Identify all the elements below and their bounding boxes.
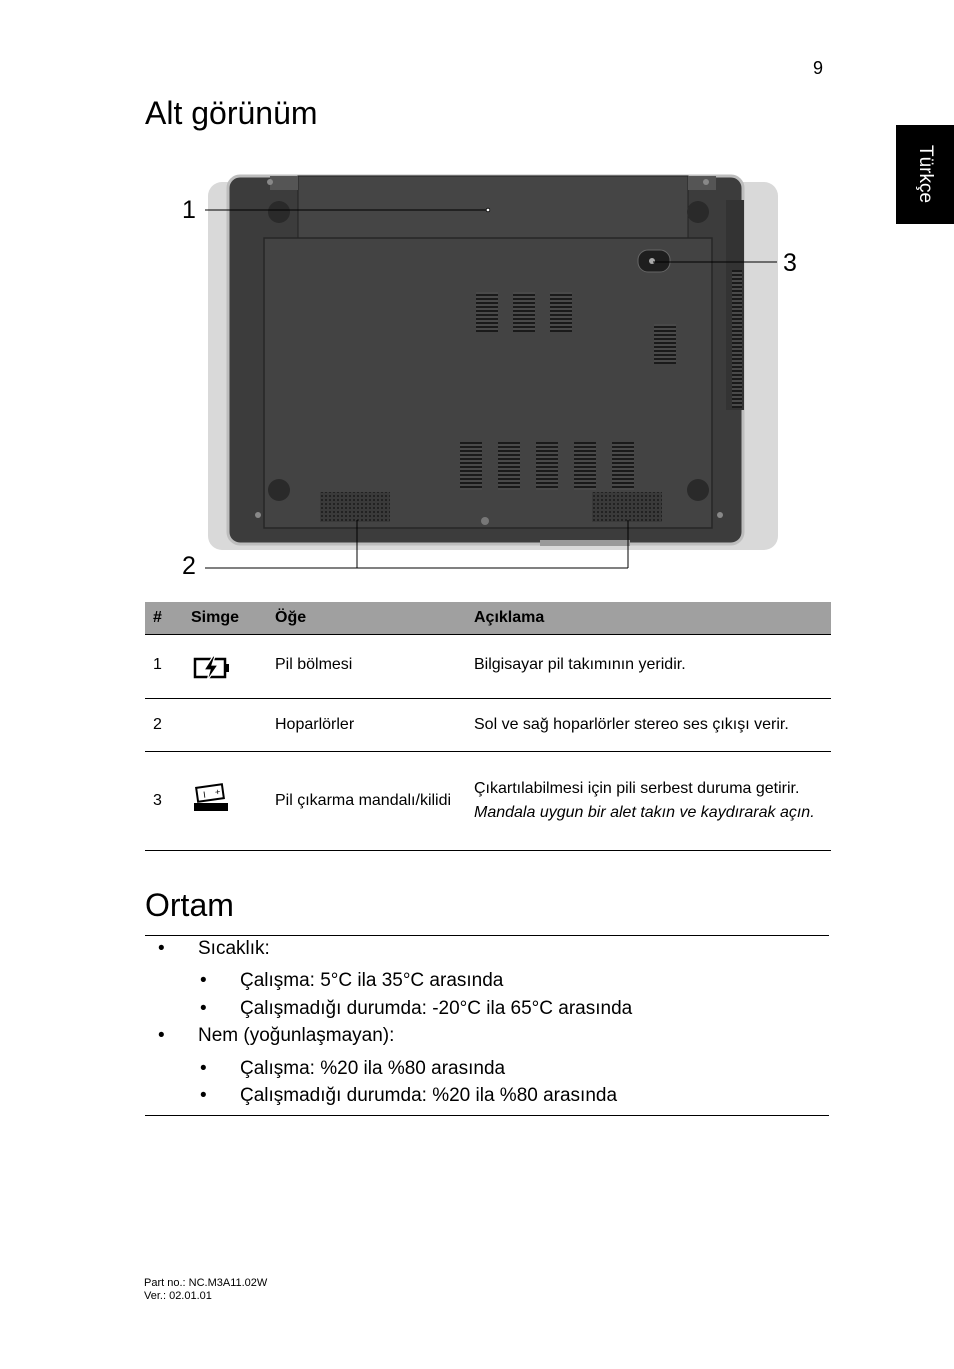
page-number: 9	[813, 58, 824, 78]
bullet-glyph: •	[200, 998, 207, 1019]
language-tab-label: Türkçe	[915, 144, 936, 204]
list-item-label: Çalışma: 5°C ila 35°C arasında	[240, 970, 504, 991]
row-number: 3	[145, 752, 183, 851]
bullet-glyph: •	[158, 938, 165, 959]
part-number: Part no.: NC.M3A11.02W	[144, 1277, 268, 1289]
row-description-text: Sol ve sağ hoparlörler stereo ses çıkışı verir.	[474, 716, 789, 733]
section-title-environment: Ortam	[145, 887, 234, 923]
row-description	[466, 752, 831, 851]
version: Ver.: 02.01.01	[144, 1290, 212, 1302]
laptop-bottom-illustration	[180, 170, 810, 580]
divider	[145, 935, 829, 936]
battery-charge-icon	[183, 635, 267, 699]
bullet-glyph: •	[158, 1025, 165, 1046]
svg-text:I: I	[202, 789, 207, 800]
table-row	[145, 699, 831, 752]
svg-text:+: +	[214, 786, 221, 798]
row-description	[466, 635, 831, 699]
language-tab	[896, 125, 954, 224]
divider	[145, 1115, 829, 1116]
components-table	[145, 602, 831, 851]
row-number: 2	[145, 699, 183, 752]
bullet-glyph: •	[200, 970, 207, 991]
table-row	[145, 635, 831, 699]
row-item: Hoparlörler	[267, 699, 466, 752]
list-item-label: Çalışmadığı durumda: %20 ila %80 arasında	[240, 1085, 618, 1106]
list-item-label: Çalışmadığı durumda: -20°C ila 65°C arasında	[240, 998, 633, 1019]
column-header-item: Öğe	[267, 602, 466, 635]
row-description-note: Mandala uygun bir alet takın ve kaydırarak açın.	[474, 804, 815, 821]
table-header-row	[145, 602, 831, 635]
callout-3: 3	[783, 249, 797, 277]
bullet-glyph: •	[200, 1058, 207, 1079]
section-title-bottom-view: Alt görünüm	[145, 95, 318, 131]
row-description-text: Bilgisayar pil takımının yeridir.	[474, 656, 686, 673]
list-item-label: Nem (yoğunlaşmayan):	[198, 1025, 395, 1046]
column-header-icon: Simge	[183, 602, 267, 635]
table-row	[145, 752, 831, 851]
footer	[144, 1277, 267, 1303]
callout-1: 1	[182, 196, 196, 224]
column-header-number: #	[145, 602, 183, 635]
row-icon-empty	[183, 699, 267, 752]
row-number: 1	[145, 635, 183, 699]
row-item: Pil çıkarma mandalı/kilidi	[267, 752, 466, 851]
list-item-label: Sıcaklık:	[198, 938, 270, 959]
row-item: Pil bölmesi	[267, 635, 466, 699]
column-header-description: Açıklama	[466, 602, 831, 635]
row-description-text: Çıkartılabilmesi için pili serbest duruma getirir.	[474, 780, 800, 797]
callout-2: 2	[182, 552, 196, 580]
row-description	[466, 699, 831, 752]
battery-release-latch-icon	[183, 752, 267, 851]
list-item-label: Çalışma: %20 ila %80 arasında	[240, 1058, 506, 1079]
bullet-glyph: •	[200, 1085, 207, 1106]
